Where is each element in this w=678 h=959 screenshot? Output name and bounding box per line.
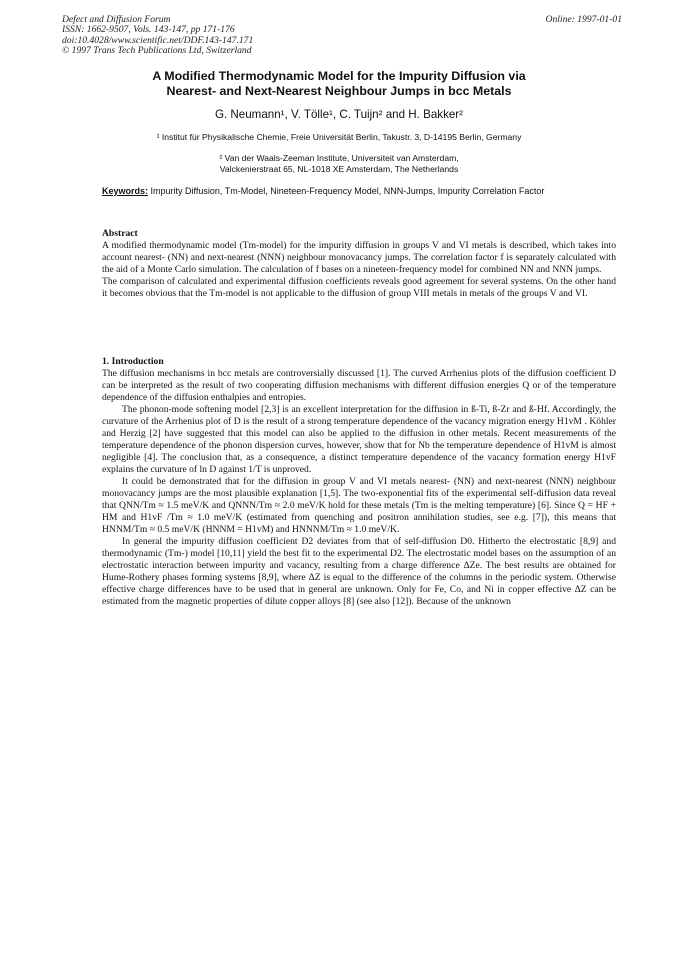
introduction-heading: 1. Introduction — [102, 356, 164, 367]
affiliation-2-line-2: Valckenierstraat 65, NL-1018 XE Amsterdam, The Netherlands — [219, 164, 459, 174]
copyright: © 1997 Trans Tech Publications Ltd, Switzerland — [62, 45, 252, 57]
abstract-section — [102, 228, 616, 300]
journal-name: Defect and Diffusion Forum — [62, 14, 171, 25]
introduction-section — [102, 356, 616, 608]
intro-paragraph-3: It could be demonstrated that for the diffusion in group V and VI metals nearest- (NN) and next-nearest (NNN) neighbour monovacancy jumps are the most plausible explanation [1,5]. The two-exponential fits of the experimental self-diffusion data reveal that QNN/Tm ≈ 1.5 meV/K and QNNN/Tm ≈ 2.0 meV/K hold for these metals (Tm is the melting temperature) [6]. Since Q = HF + HM and H1vF /Tm ≈ 1.0 meV/K (estimated from quenching and positron annihilation studies, see e.g. [7]), this means that HNNM/Tm ≈ 0.5 meV/K (HNNM = H1vM) and HNNNM/Tm ≈ 1.0 meV/K. — [102, 476, 616, 535]
keywords-label: Keywords: — [102, 186, 149, 196]
journal-header — [62, 15, 622, 57]
keywords — [102, 186, 616, 197]
title-line-2: Nearest- and Next-Nearest Neighbour Jumps in bcc Metals — [166, 84, 512, 98]
authors: G. Neumann¹, V. Tölle¹, C. Tuijn² and H. Bakker² — [214, 108, 464, 121]
affiliation-2-line-1: ² Van der Waals-Zeeman Institute, Universiteit van Amsterdam, — [219, 153, 459, 163]
abstract-heading: Abstract — [102, 228, 138, 239]
intro-paragraph-2: The phonon-mode softening model [2,3] is an excellent interpretation for the diffusion in ß-Ti, ß-Zr and ß-Hf. Accordingly, the curvature of the Arrhenius plot of D is the result of a strong temperature dependence of the vacancy migration energy H1vM . Köhler and Herzig [2] have suggested that this model can also be applied to the diffusion in other metals. Recent measurements of the temperature dependence of the phonon dispersion curves, however, show that for Nb the temperature dependence of H1vM is almost negligible [4]. The conclusion that, as a consequence, a distinct temperature dependence of the vacancy formation energy H1vF explains the curvature of ln D against 1/T is unproved. — [102, 404, 616, 475]
paper-title — [62, 69, 616, 99]
title-line-1: A Modified Thermodynamic Model for the Impurity Diffusion via — [152, 69, 526, 83]
abstract-paragraph-1: A modified thermodynamic model (Tm-model) for the impurity diffusion in groups V and VI metals is described, which takes into account nearest- (NN) and next-nearest (NNN) neighbour monovacancy jumps. The correlation factor f is separately calculated with the aid of a Monte Carlo simulation. The calculation of f bases on a nineteen-frequency model for combined NN and NNN jumps. — [102, 240, 616, 275]
intro-paragraph-1: The diffusion mechanisms in bcc metals are controversially discussed [1]. The curved Arrhenius plots of the diffusion coefficient D can be interpreted as the result of two cooperating diffusion mechanisms with different diffusion energies Q or of the temperature dependence of the diffusion enthalpies and entropies. — [102, 368, 616, 403]
intro-paragraph-4: In general the impurity diffusion coefficient D2 deviates from that of self-diffusion D0. Hitherto the electrostatic [8,9] and thermodynamic (Tm-) model [10,11] yield the best fit to the experimental D2. The electrostatic model bases on the assumption of an electrostatic interaction between impurity and vacancy, resulting from a charge difference ΔZe. The best results are obtained for Hume-Rothery phases forming systems [8,9], where ΔZ is equal to the difference of the columns in the periodic system. Otherwise effective charge differences have to be used that in general are unknown. Only for Fe, Co, and Ni in copper effective ΔZ can be estimated from the magnetic properties of dilute copper alloys [8] (see also [12]). Because of the unknown — [102, 536, 616, 607]
affiliation-1: ¹ Institut für Physikalische Chemie, Freie Universität Berlin, Takustr. 3, D-14195 Berlin, Germany — [156, 132, 522, 142]
affiliation-2 — [62, 153, 616, 175]
keywords-text: Impurity Diffusion, Tm-Model, Nineteen-Frequency Model, NNN-Jumps, Impurity Correlation Factor — [150, 186, 545, 196]
issn: ISSN: 1662-9507, Vols. 143-147, pp 171-176 — [62, 24, 235, 36]
online-date: Online: 1997-01-01 — [545, 14, 622, 25]
abstract-paragraph-2: The comparison of calculated and experimental diffusion coefficients reveals good agreement for several systems. On the other hand it becomes obvious that the Tm-model is not applicable to the diffusion of group VIII metals in metals of the groups V and VI. — [102, 276, 616, 299]
doi: doi:10.4028/www.scientific.net/DDF.143-147.171 — [62, 34, 254, 46]
